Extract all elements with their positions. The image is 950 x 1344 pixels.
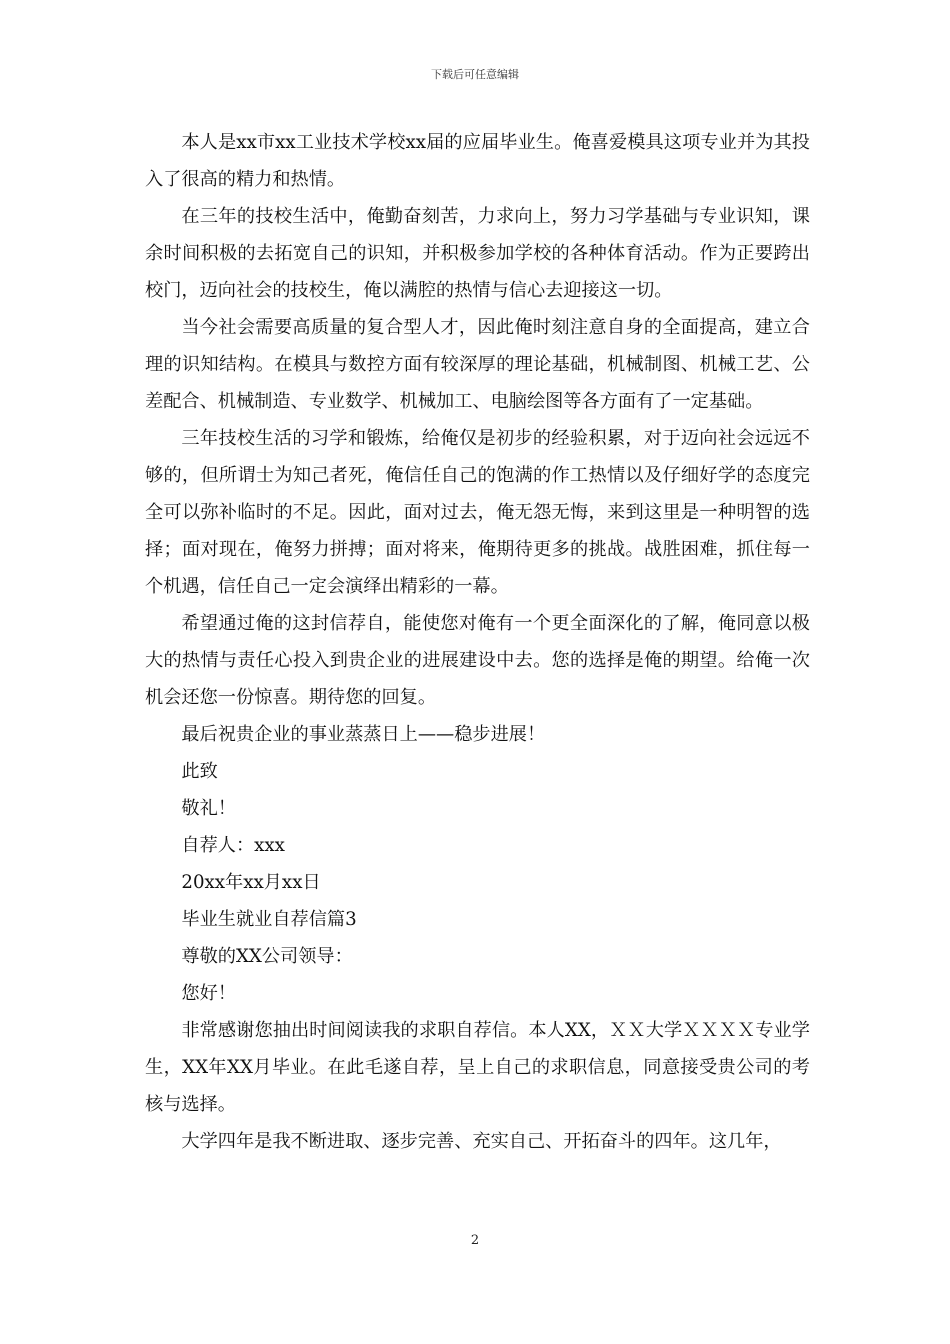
greeting-recipient: 尊敬的XX公司领导：	[181, 946, 353, 967]
paragraph: 在三年的技校生活中，俺勤奋刻苦，力求向上，努力习学基础与专业识知，课余时间积极的去拓宽自己的识知，并积极参加学校的各种体育活动。作为正要跨出校门，迈向社会的技校生，俺以满腔的热情与信心去迎接这一切。	[145, 206, 810, 301]
paragraph: 希望通过俺的这封信荐自，能使您对俺有一个更全面深化的了解，俺同意以极大的热情与责任心投入到贵企业的进展建设中去。您的选择是俺的期望。给俺一次机会还您一份惊喜。期待您的回复。	[145, 613, 810, 708]
date-line: 20xx年xx月xx日	[181, 872, 321, 893]
paragraph: 三年技校生活的习学和锻炼，给俺仅是初步的经验积累，对于迈向社会远远不够的，但所谓士为知己者死，俺信任自己的饱满的作工热情以及仔细好学的态度完全可以弥补临时的不足。因此，面对过去，俺无怨无悔，来到这里是一种明智的选择；面对现在，俺努力拼搏；面对将来，俺期待更多的挑战。战胜困难，抓住每一个机遇，信任自己一定会演绎出精彩的一幕。	[145, 428, 810, 597]
closing-wish: 最后祝贵企业的事业蒸蒸日上——稳步进展！	[181, 724, 546, 745]
salutation-jingli: 敬礼！	[181, 798, 236, 819]
page-number: 2	[470, 1233, 480, 1248]
paragraph: 当今社会需要高质量的复合型人才，因此俺时刻注意自身的全面提高，建立合理的识知结构。在模具与数控方面有较深厚的理论基础，机械制图、机械工艺、公差配合、机械制造、专业数学、机械加工、电脑绘图等各方面有了一定基础。	[145, 317, 810, 412]
section-title: 毕业生就业自荐信篇3	[181, 909, 357, 930]
signature-line: 自荐人：xxx	[181, 835, 285, 856]
salutation-cizhi: 此致	[181, 761, 218, 782]
page-header: 下载后可任意编辑	[431, 68, 519, 81]
document-body	[145, 124, 810, 1160]
paragraph: 非常感谢您抽出时间阅读我的求职自荐信。本人XX，ＸＸ大学ＸＸＸＸ专业学生，XX年XX月毕业。在此毛遂自荐，呈上自己的求职信息，同意接受贵公司的考核与选择。	[145, 1020, 810, 1115]
greeting-hello: 您好！	[181, 983, 236, 1004]
paragraph: 大学四年是我不断进取、逐步完善、充实自己、开拓奋斗的四年。这几年，	[181, 1131, 782, 1152]
paragraph: 本人是xx市xx工业技术学校xx届的应届毕业生。俺喜爱模具这项专业并为其投入了很高的精力和热情。	[145, 132, 810, 190]
